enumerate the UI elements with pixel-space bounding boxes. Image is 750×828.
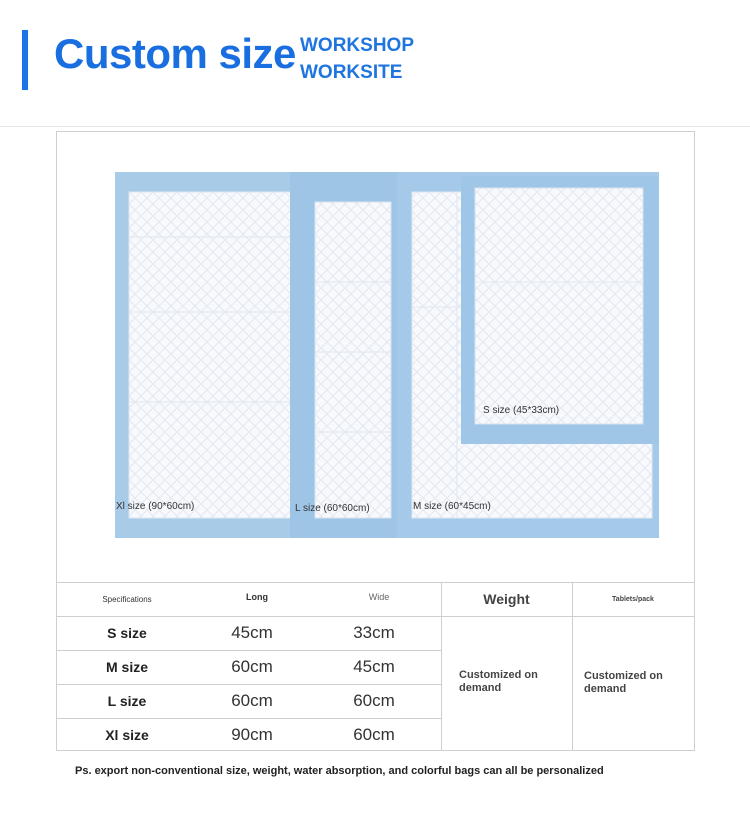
page-header [0, 0, 750, 126]
header-long: Long [246, 592, 268, 602]
header-divider [0, 126, 750, 127]
product-image-frame [56, 131, 695, 583]
footnote: Ps. export non-conventional size, weight, water absorption, and colorful bags can all be personalized [75, 765, 604, 777]
table-divider [441, 582, 442, 750]
s-size-label: S size (45*33cm) [483, 405, 560, 416]
row-wide: 60cm [353, 691, 395, 710]
page-title: Custom size [54, 30, 296, 77]
row-long: 60cm [231, 691, 273, 710]
weight-value: Customized on demand [459, 669, 538, 694]
table-divider [572, 582, 573, 750]
row-long: 45cm [231, 623, 273, 642]
row-wide: 60cm [353, 725, 395, 744]
header-subtitle-workshop: WORKSHOP [300, 35, 414, 56]
row-size: M size [105, 659, 148, 675]
header-subtitle-worksite: WORKSITE [300, 62, 403, 83]
row-wide: 33cm [353, 623, 395, 642]
underpad-illustration [57, 132, 694, 582]
header-weight: Weight [483, 591, 530, 607]
header-tablets-pack: Tablets/pack [612, 595, 654, 603]
tablets-value: Customized on demand [584, 670, 663, 695]
row-size: Xl size [105, 727, 149, 743]
s-pad [461, 176, 659, 444]
row-long: 60cm [231, 657, 273, 676]
l-size-label: L size (60*60cm) [295, 503, 370, 514]
header-specifications: Specifications [102, 594, 152, 604]
header-wide: Wide [368, 592, 390, 602]
row-size: L size [107, 693, 147, 709]
header-accent-bar [22, 30, 28, 90]
spec-table [56, 582, 695, 751]
row-long: 90cm [231, 725, 273, 744]
row-wide: 45cm [353, 657, 395, 676]
row-size: S size [107, 625, 147, 641]
xl-size-label: Xl size (90*60cm) [116, 501, 195, 512]
m-size-label: M size (60*45cm) [413, 501, 491, 512]
